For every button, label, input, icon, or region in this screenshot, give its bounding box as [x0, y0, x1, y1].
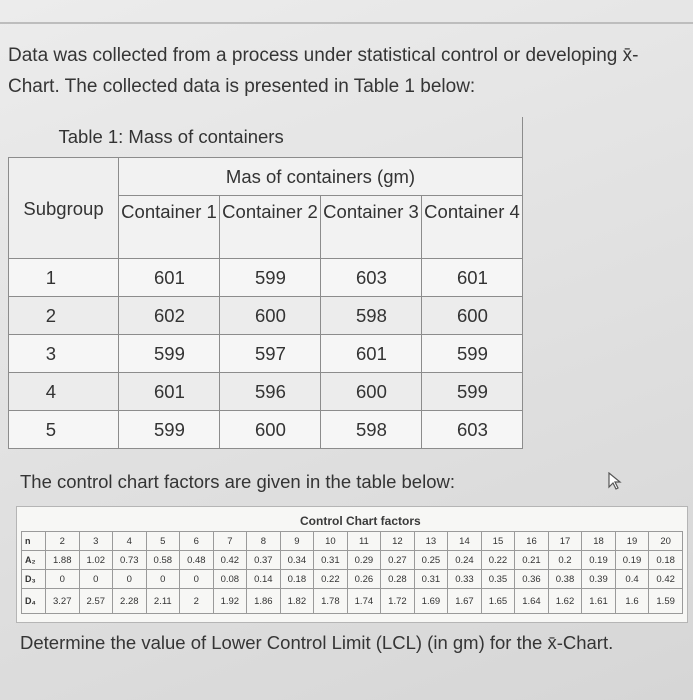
- factor-cell: 0.35: [481, 570, 515, 589]
- mass-cell: 599: [119, 335, 220, 373]
- factor-cell: 1.86: [247, 589, 281, 614]
- mass-cell: 599: [220, 259, 321, 297]
- subgroup-cell: 1: [9, 259, 119, 297]
- factor-cell: 14: [448, 532, 482, 551]
- factor-cell: 1.02: [79, 551, 113, 570]
- factor-cell: 0.26: [347, 570, 381, 589]
- top-divider: [0, 22, 693, 24]
- factor-cell: 0.14: [247, 570, 281, 589]
- factor-cell: 0.58: [146, 551, 180, 570]
- factors-row-n: [22, 532, 683, 551]
- factor-label: D₃: [22, 570, 46, 589]
- factor-cell: 0: [146, 570, 180, 589]
- factor-cell: 0.19: [615, 551, 649, 570]
- factor-cell: 0.2: [548, 551, 582, 570]
- factor-cell: 8: [247, 532, 281, 551]
- mass-cell: 600: [321, 373, 422, 411]
- factor-cell: 20: [649, 532, 683, 551]
- factor-cell: 13: [414, 532, 448, 551]
- factor-cell: 1.69: [414, 589, 448, 614]
- factor-cell: 0.42: [649, 570, 683, 589]
- factor-cell: 0.31: [414, 570, 448, 589]
- mass-cell: 603: [422, 411, 523, 449]
- question-text: Data was collected from a process under statistical control or developing x̄-Chart. The collected data is presented in Table 1 below:: [8, 45, 639, 97]
- mouse-cursor-icon: [607, 472, 623, 490]
- factor-cell: 0.27: [381, 551, 415, 570]
- final-question: Determine the value of Lower Control Limit (LCL) (in gm) for the x̄-Chart.: [20, 632, 614, 653]
- factor-cell: 0.31: [314, 551, 348, 570]
- factor-cell: 1.72: [381, 589, 415, 614]
- factor-cell: 1.88: [46, 551, 80, 570]
- subgroup-cell: 4: [9, 373, 119, 411]
- factor-cell: 0.18: [280, 570, 314, 589]
- factor-cell: 0.36: [515, 570, 549, 589]
- factors-table: [21, 531, 683, 614]
- factor-cell: 3.27: [46, 589, 80, 614]
- factor-cell: 2: [180, 589, 214, 614]
- factor-cell: 17: [548, 532, 582, 551]
- factor-cell: 1.74: [347, 589, 381, 614]
- factor-cell: 0.34: [280, 551, 314, 570]
- factor-cell: 1.65: [481, 589, 515, 614]
- subgroup-cell: 2: [9, 297, 119, 335]
- mass-cell: 602: [119, 297, 220, 335]
- factor-cell: 9: [280, 532, 314, 551]
- factor-cell: 15: [481, 532, 515, 551]
- table-row: [9, 335, 523, 373]
- mass-cell: 603: [321, 259, 422, 297]
- factor-label: A₂: [22, 551, 46, 570]
- factor-cell: 0.42: [213, 551, 247, 570]
- container-column-header: Container 1: [119, 196, 220, 259]
- factor-cell: 0.37: [247, 551, 281, 570]
- factor-cell: 6: [180, 532, 214, 551]
- factors-row-d3: [22, 570, 683, 589]
- mass-cell: 597: [220, 335, 321, 373]
- container-column-header: Container 4: [422, 196, 523, 259]
- factor-cell: 0.24: [448, 551, 482, 570]
- factor-cell: 0: [180, 570, 214, 589]
- factor-cell: 1.59: [649, 589, 683, 614]
- factor-cell: 1.6: [615, 589, 649, 614]
- factor-cell: 16: [515, 532, 549, 551]
- factor-cell: 0.73: [113, 551, 147, 570]
- table-caption: Table 1: Mass of containers: [9, 117, 523, 158]
- factor-cell: 0.25: [414, 551, 448, 570]
- factor-cell: 0: [113, 570, 147, 589]
- mass-cell: 598: [321, 297, 422, 335]
- factor-cell: 2.28: [113, 589, 147, 614]
- factor-cell: 0.4: [615, 570, 649, 589]
- factor-cell: 19: [615, 532, 649, 551]
- factor-cell: 0.38: [548, 570, 582, 589]
- factors-title: Control Chart factors: [300, 514, 421, 528]
- factor-cell: 0.28: [381, 570, 415, 589]
- factor-cell: 12: [381, 532, 415, 551]
- factor-cell: 0.33: [448, 570, 482, 589]
- factor-cell: 0: [46, 570, 80, 589]
- factor-cell: 7: [213, 532, 247, 551]
- mass-cell: 600: [422, 297, 523, 335]
- factors-row-d4: [22, 589, 683, 614]
- subgroup-cell: 5: [9, 411, 119, 449]
- mass-cell: 599: [119, 411, 220, 449]
- mass-cell: 601: [422, 259, 523, 297]
- mass-cell: 599: [422, 335, 523, 373]
- table-row: [9, 373, 523, 411]
- factor-cell: 11: [347, 532, 381, 551]
- factor-cell: 2.57: [79, 589, 113, 614]
- factor-cell: 0.08: [213, 570, 247, 589]
- table-row: [9, 297, 523, 335]
- factor-cell: 2.11: [146, 589, 180, 614]
- factor-cell: 0.18: [649, 551, 683, 570]
- mass-cell: 596: [220, 373, 321, 411]
- container-column-header: Container 3: [321, 196, 422, 259]
- factor-label: D₄: [22, 589, 46, 614]
- factor-label: n: [22, 532, 46, 551]
- factor-cell: 4: [113, 532, 147, 551]
- factor-cell: 0.21: [515, 551, 549, 570]
- container-column-header: Container 2: [220, 196, 321, 259]
- factor-cell: 0.39: [582, 570, 616, 589]
- group-header: Mas of containers (gm): [119, 158, 523, 196]
- factors-row-a2: [22, 551, 683, 570]
- mass-cell: 601: [321, 335, 422, 373]
- mass-cell: 600: [220, 411, 321, 449]
- factor-cell: 0.22: [481, 551, 515, 570]
- mass-cell: 600: [220, 297, 321, 335]
- factor-cell: 0.19: [582, 551, 616, 570]
- factor-cell: 1.62: [548, 589, 582, 614]
- mass-cell: 601: [119, 259, 220, 297]
- table-row: [9, 259, 523, 297]
- mass-cell: 598: [321, 411, 422, 449]
- table-row: [9, 411, 523, 449]
- factor-cell: 1.67: [448, 589, 482, 614]
- mass-cell: 599: [422, 373, 523, 411]
- factor-cell: 1.61: [582, 589, 616, 614]
- factor-cell: 18: [582, 532, 616, 551]
- factor-cell: 0.22: [314, 570, 348, 589]
- factor-cell: 1.82: [280, 589, 314, 614]
- factor-cell: 5: [146, 532, 180, 551]
- factor-cell: 3: [79, 532, 113, 551]
- mass-cell: 601: [119, 373, 220, 411]
- factors-table-image: [16, 506, 688, 623]
- subgroup-header: Subgroup: [9, 158, 119, 259]
- factors-intro: The control chart factors are given in the table below:: [20, 471, 455, 492]
- factor-cell: 10: [314, 532, 348, 551]
- factor-cell: 1.92: [213, 589, 247, 614]
- mass-table: [8, 117, 523, 449]
- factor-cell: 1.64: [515, 589, 549, 614]
- factor-cell: 2: [46, 532, 80, 551]
- factor-cell: 0.29: [347, 551, 381, 570]
- factor-cell: 0: [79, 570, 113, 589]
- factor-cell: 0.48: [180, 551, 214, 570]
- subgroup-cell: 3: [9, 335, 119, 373]
- factor-cell: 1.78: [314, 589, 348, 614]
